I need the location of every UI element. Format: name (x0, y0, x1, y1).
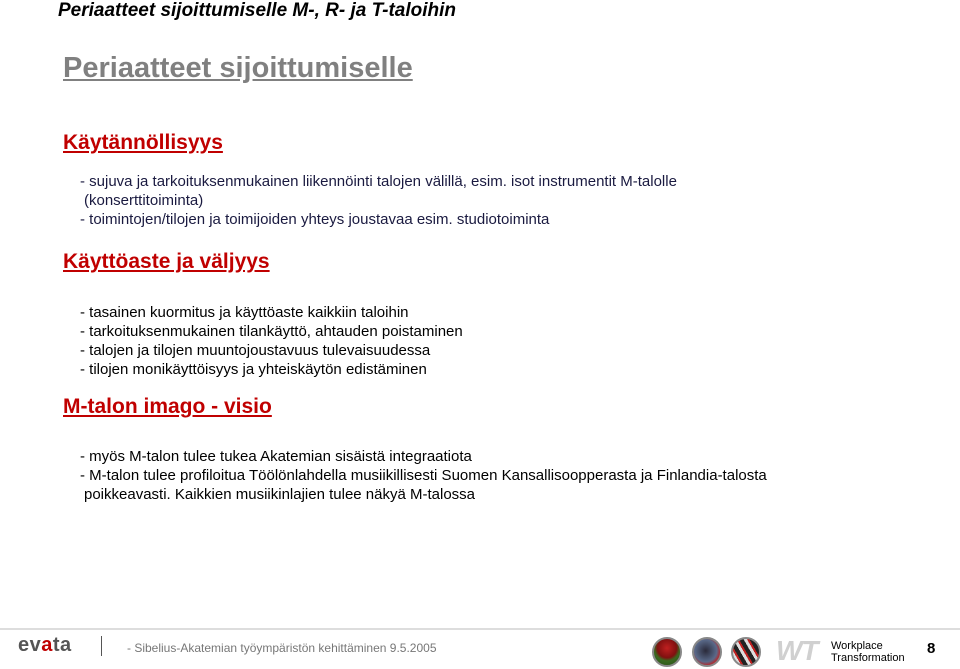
list-item: - tarkoituksenmukainen tilankäyttö, ahtauden poistaminen (80, 323, 463, 340)
photo-badge-icon (731, 637, 761, 667)
list-item: - myös M-talon tulee tukea Akatemian sisäistä integraatiota (80, 448, 472, 465)
section-heading-m-talon-imago: M-talon imago - visio (63, 395, 272, 418)
list-item: - M-talon tulee profiloitua Töölönlahdella musiikillisesti Suomen Kansallisoopperasta ja Finlandia-talosta (80, 467, 767, 484)
photo-badge-icon (652, 637, 682, 667)
wt-logo-text (831, 640, 905, 664)
list-item: - toimintojen/tilojen ja toimijoiden yhteys joustavaa esim. studiotoiminta (80, 211, 550, 228)
footer-separator (101, 636, 102, 656)
list-item: - tilojen monikäyttöisyys ja yhteiskäytön edistäminen (80, 361, 427, 378)
evata-logo (18, 634, 72, 657)
list-item: - tasainen kuormitus ja käyttöaste kaikkiin taloihin (80, 304, 409, 321)
wt-line-2: Transformation (831, 652, 905, 664)
wt-logo: WT (776, 635, 818, 666)
list-item: poikkeavasti. Kaikkien musiikinlajien tulee näkyä M-talossa (84, 486, 476, 503)
evata-logo-part: ta (52, 634, 72, 656)
slide-main-title: Periaatteet sijoittumiselle (63, 52, 413, 84)
wt-line-1: Workplace (831, 640, 883, 652)
section-heading-kaytannollisyys: Käytännöllisyys (63, 131, 223, 154)
page-number: 8 (927, 640, 936, 657)
list-item: - sujuva ja tarkoituksenmukainen liikennöinti talojen välillä, esim. isot instrumentit M-talolle (80, 173, 677, 190)
section-heading-kayttoaste: Käyttöaste ja väljyys (63, 250, 270, 273)
list-item: - talojen ja tilojen muuntojoustavuus tulevaisuudessa (80, 342, 431, 359)
list-item: (konserttitoiminta) (84, 192, 204, 209)
footer-text: - Sibelius-Akatemian työympäristön kehittäminen 9.5.2005 (127, 641, 437, 655)
photo-badge-icon (692, 637, 722, 667)
evata-logo-accent: a (41, 634, 53, 656)
slide-top-title: Periaatteet sijoittumiselle M-, R- ja T-taloihin (58, 0, 457, 21)
evata-logo-part: ev (18, 634, 42, 656)
